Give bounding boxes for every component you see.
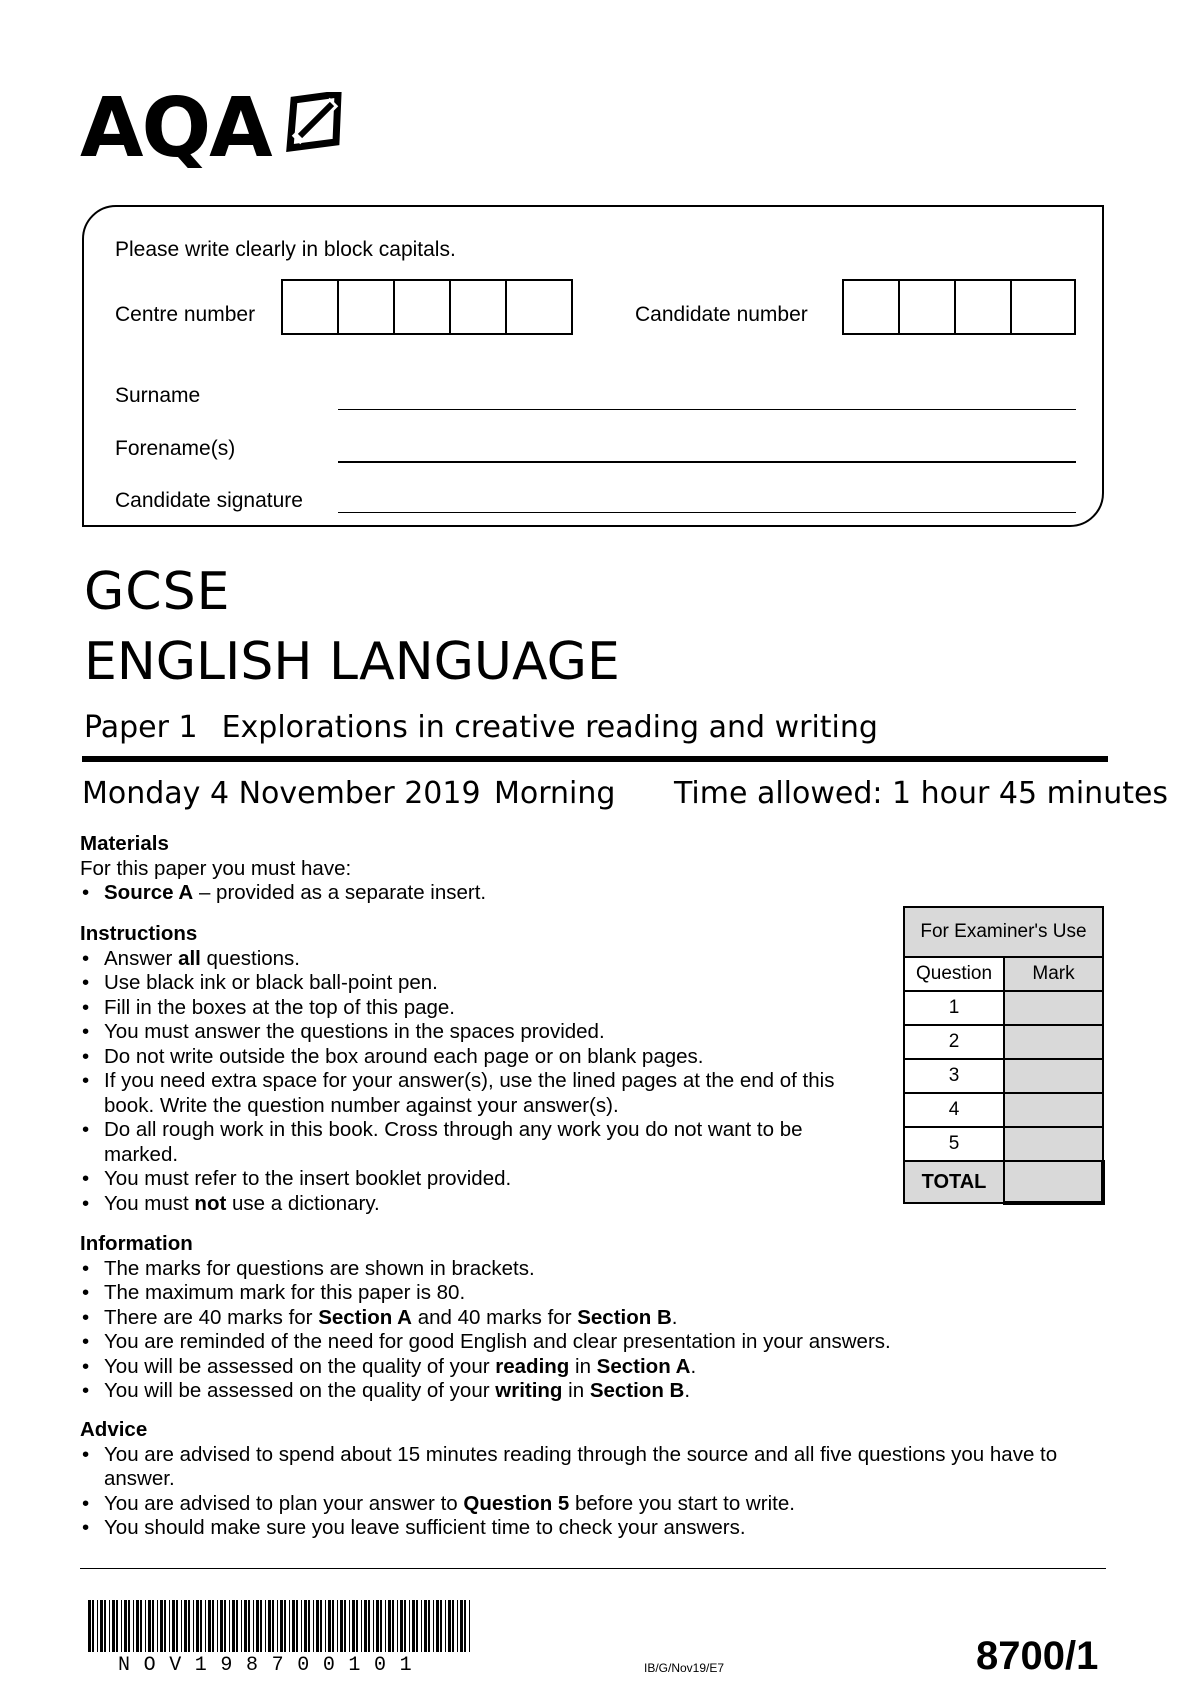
- mark-cell[interactable]: [1004, 1059, 1103, 1093]
- aqa-logo: [80, 81, 271, 176]
- barcode-icon: [88, 1600, 474, 1652]
- paper-code: 8700/1: [976, 1634, 1099, 1678]
- candidate-number-boxes[interactable]: [842, 279, 1076, 335]
- instruction-item: • Answer all questions.: [80, 947, 870, 972]
- instruction-item: • You must refer to the insert booklet provided.: [80, 1167, 870, 1192]
- aqa-logo-mark-icon: [286, 92, 342, 157]
- advice-item: • You should make sure you leave sufficient time to check your answers.: [80, 1516, 1090, 1541]
- surname-label: Surname: [115, 384, 201, 407]
- examiner-table-title: For Examiner's Use: [904, 907, 1103, 957]
- materials-heading: Materials: [80, 832, 169, 855]
- instruction-item: • Fill in the boxes at the top of this page.: [80, 996, 870, 1021]
- aqa-logo-text: AQA: [80, 81, 271, 176]
- document-reference: IB/G/Nov19/E7: [644, 1661, 725, 1675]
- question-number: 3: [904, 1059, 1004, 1093]
- total-mark-cell[interactable]: [1004, 1161, 1103, 1203]
- materials-item: • Source A – provided as a separate insert.: [80, 881, 1090, 906]
- candidate-number-label: Candidate number: [635, 303, 808, 326]
- instruction-item: • If you need extra space for your answer(s), use the lined pages at the end of this book. Write the question number against your answer(s).: [80, 1069, 870, 1118]
- information-item: • You are reminded of the need for good English and clear presentation in your answers.: [80, 1330, 1090, 1355]
- instructions-heading: Instructions: [80, 922, 198, 945]
- advice-item: • You are advised to spend about 15 minutes reading through the source and all five questions you have to answer.: [80, 1443, 1090, 1492]
- candidate-digit-box[interactable]: [844, 281, 900, 333]
- information-heading: Information: [80, 1232, 193, 1255]
- subject-title: ENGLISH LANGUAGE: [84, 632, 620, 692]
- materials-intro: For this paper you must have:: [80, 856, 352, 880]
- qualification-title: GCSE: [84, 562, 231, 622]
- information-item: • You will be assessed on the quality of your writing in Section B.: [80, 1379, 1090, 1404]
- instruction-item: • Do not write outside the box around each page or on blank pages.: [80, 1045, 870, 1070]
- mark-cell[interactable]: [1004, 991, 1103, 1025]
- candidate-digit-box[interactable]: [900, 281, 956, 333]
- paper-title: [84, 710, 878, 745]
- block-capitals-instruction: Please write clearly in block capitals.: [115, 238, 456, 261]
- paper-name: Explorations in creative reading and writing: [221, 710, 878, 745]
- centre-digit-box[interactable]: [395, 281, 451, 333]
- centre-number-boxes[interactable]: [281, 279, 573, 335]
- mark-column-header: Mark: [1004, 957, 1103, 991]
- candidate-digit-box[interactable]: [956, 281, 1012, 333]
- barcode-digits: NOV198700101: [118, 1654, 426, 1677]
- question-number: 4: [904, 1093, 1004, 1127]
- total-label: TOTAL: [904, 1161, 1004, 1203]
- question-number: 2: [904, 1025, 1004, 1059]
- footer-divider: [80, 1568, 1106, 1569]
- centre-digit-box[interactable]: [339, 281, 395, 333]
- advice-section: [80, 1418, 1090, 1541]
- time-allowed: Time allowed: 1 hour 45 minutes: [674, 776, 1169, 811]
- information-item: • The maximum mark for this paper is 80.: [80, 1281, 1090, 1306]
- exam-session: Morning: [494, 776, 616, 811]
- question-column-header: Question: [904, 957, 1004, 991]
- centre-digit-box[interactable]: [283, 281, 339, 333]
- centre-number-label: Centre number: [115, 303, 256, 326]
- title-divider: [82, 756, 1108, 762]
- advice-item: • You are advised to plan your answer to Question 5 before you start to write.: [80, 1492, 1090, 1517]
- centre-digit-box[interactable]: [451, 281, 507, 333]
- information-item: • There are 40 marks for Section A and 40 marks for Section B.: [80, 1306, 1090, 1331]
- examiner-use-table: [903, 906, 1105, 1205]
- candidate-digit-box[interactable]: [1012, 281, 1068, 333]
- instruction-item: • Use black ink or black ball-point pen.: [80, 971, 870, 996]
- materials-section: [80, 832, 1090, 906]
- instruction-item: • Do all rough work in this book. Cross through any work you do not want to be marked.: [80, 1118, 870, 1167]
- forename-label: Forename(s): [115, 437, 236, 460]
- information-item: • The marks for questions are shown in brackets.: [80, 1257, 1090, 1282]
- question-number: 1: [904, 991, 1004, 1025]
- mark-cell[interactable]: [1004, 1127, 1103, 1161]
- mark-cell[interactable]: [1004, 1093, 1103, 1127]
- exam-date: Monday 4 November 2019: [82, 776, 481, 811]
- information-item: • You will be assessed on the quality of your reading in Section A.: [80, 1355, 1090, 1380]
- advice-heading: Advice: [80, 1418, 148, 1441]
- question-number: 5: [904, 1127, 1004, 1161]
- instruction-item: • You must not use a dictionary.: [80, 1192, 870, 1217]
- centre-digit-box[interactable]: [507, 281, 567, 333]
- instructions-section: [80, 922, 870, 1216]
- instruction-item: • You must answer the questions in the spaces provided.: [80, 1020, 870, 1045]
- paper-number: Paper 1: [84, 710, 198, 745]
- forename-line[interactable]: [338, 461, 1076, 463]
- information-section: [80, 1232, 1090, 1404]
- signature-line[interactable]: [338, 512, 1076, 513]
- signature-label: Candidate signature: [115, 489, 303, 512]
- mark-cell[interactable]: [1004, 1025, 1103, 1059]
- surname-line[interactable]: [338, 409, 1076, 410]
